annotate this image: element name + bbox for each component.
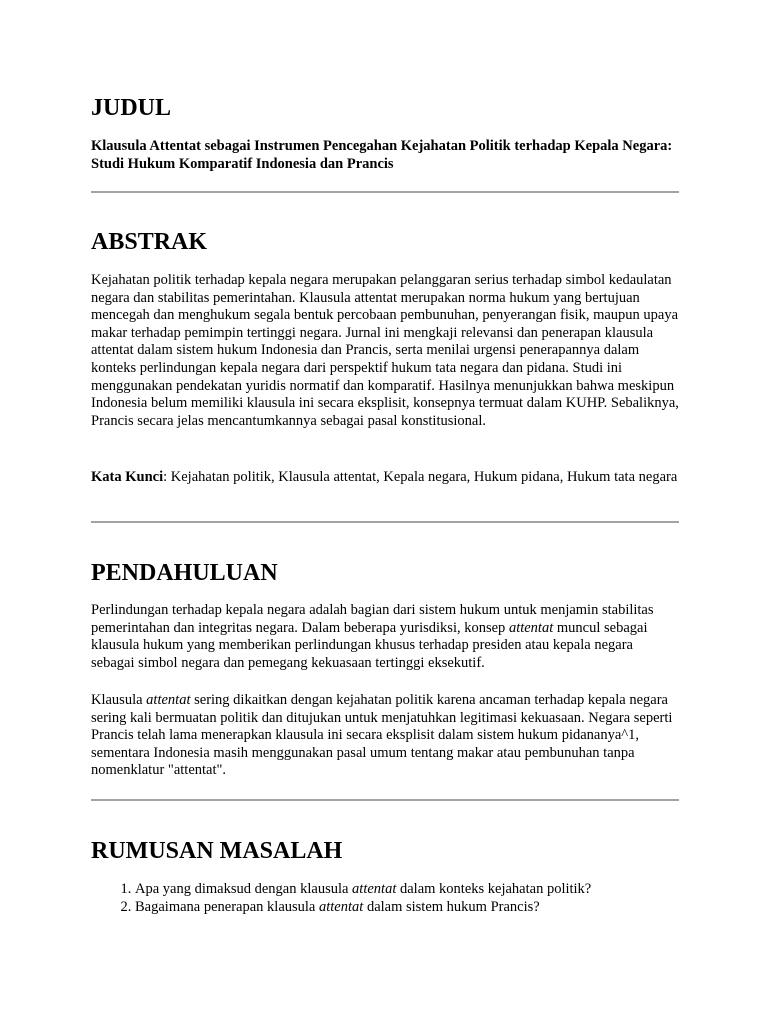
question-term: attentat <box>319 899 364 915</box>
intro-paragraph-2 <box>91 692 679 780</box>
keywords-list: Kejahatan politik, Klausula attentat, Kepala negara, Hukum pidana, Hukum tata negara <box>170 469 678 485</box>
section-divider <box>91 191 679 193</box>
rumusan-heading: RUMUSAN MASALAH <box>91 838 343 864</box>
pendahuluan-heading: PENDAHULUAN <box>91 560 278 586</box>
intro-p1-text-cont: muncul sebagai klausula hukum yang memberikan perlindungan khusus terhadap presiden atau kepala negara sebagai simbol negara dan pemegang kekuasaan tertinggi eksekutif. <box>91 619 648 671</box>
intro-p1-term: attentat <box>508 619 554 636</box>
question-text-cont: dalam sistem hukum Prancis? <box>363 899 540 915</box>
keywords-separator: : <box>163 469 171 485</box>
keywords-label: Kata Kunci <box>91 469 164 485</box>
intro-p2-term: attentat <box>146 692 191 708</box>
abstract-body: Kejahatan politik terhadap kepala negara merupakan pelanggaran serius terhadap simbol kedaulatan negara dan stabilitas pemerintahan. Klausula attentat merupakan norma hukum yang bertujuan mencegah dan menghukum segala bentuk percobaan pembunuhan, penyerangan fisik, maupun upaya makar terhadap pemimpin tertinggi negara. Jurnal ini mengkaji relevansi dan penerapan klausula attentat dalam sistem hukum Indonesia dan Prancis, serta menilai urgensi penerapannya dalam konteks perlindungan kepala negara dari perspektif hukum tata negara dan pidana. Studi ini menggunakan pendekatan yuridis normatif dan komparatif. Hasilnya menunjukkan bahwa meskipun Indonesia belum memiliki klausula ini secara eksplisit, konsepnya termuat dalam KUHP. Sebaliknya, Prancis secara jelas mencantumkannya sebagai pasal konstitusional. <box>91 272 679 429</box>
question-text: Apa yang dimaksud dengan klausula <box>135 881 353 897</box>
list-item <box>135 880 723 898</box>
question-term: attentat <box>352 881 397 897</box>
intro-p1-text: Perlindungan terhadap kepala negara adalah bagian dari sistem hukum untuk menjamin stabilitas pemerintahan dan integritas negara. Dalam beberapa yurisdiksi, konsep <box>91 602 654 636</box>
judul-heading: JUDUL <box>91 95 172 121</box>
question-text-cont: dalam konteks kejahatan politik? <box>396 881 592 897</box>
list-item <box>135 898 723 916</box>
intro-paragraph-1 <box>91 602 679 672</box>
abstrak-heading: ABSTRAK <box>91 229 208 255</box>
article-title: Klausula Attentat sebagai Instrumen Pencegahan Kejahatan Politik terhadap Kepala Negara: Studi Hukum Komparatif Indonesia dan Prancis <box>91 138 673 172</box>
intro-p2-text-cont: sering dikaitkan dengan kejahatan politik karena ancaman terhadap kepala negara sering kali bermuatan politik dan ditujukan untuk menjatuhkan legitimasi kekuasaan. Negara seperti Prancis telah lama menerapkan klausula ini secara eksplisit dalam sistem hukum pidananya^1, sementara Indonesia masih menggunakan pasal umum tentang makar atau pembunuhan tanpa nomenklatur "attentat". <box>91 692 673 779</box>
section-divider <box>91 521 679 523</box>
research-questions-list <box>91 880 723 916</box>
question-text: Bagaimana penerapan klausula <box>135 899 319 915</box>
keywords <box>91 469 679 487</box>
intro-p2-text: Klausula <box>91 692 147 708</box>
section-divider <box>91 799 679 801</box>
